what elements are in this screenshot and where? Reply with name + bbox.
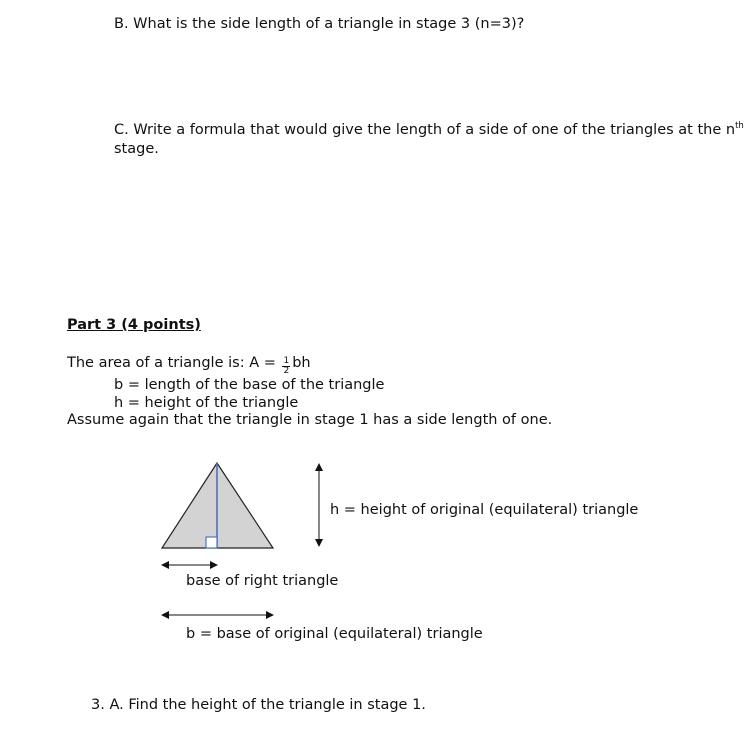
assumption-text: Assume again that the triangle in stage 1 has a side length of one.: [67, 412, 553, 428]
fraction-denominator: 2: [283, 366, 290, 376]
right-base-label: base of right triangle: [186, 573, 339, 589]
full-base-label: b = base of original (equilateral) triangle: [186, 626, 483, 642]
question-c-superscript: th: [735, 121, 744, 131]
part3-heading: Part 3 (4 points): [67, 317, 201, 333]
question-c-text: C. Write a formula that would give the length of a side of one of the triangles at the n: [114, 122, 736, 138]
height-label: h = height of original (equilateral) triangle: [330, 502, 639, 518]
area-formula-suffix: bh: [292, 355, 311, 371]
h-definition: h = height of the triangle: [114, 395, 299, 411]
right-angle-marker: [206, 537, 217, 548]
question-c-line2: stage.: [114, 141, 159, 157]
area-formula-prefix: The area of a triangle is: A =: [67, 355, 281, 371]
question-b: B. What is the side length of a triangle in stage 3 (n=3)?: [114, 16, 525, 32]
question-3a: 3. A. Find the height of the triangle in stage 1.: [91, 697, 426, 713]
fraction-numerator: 1: [283, 356, 290, 366]
b-definition: b = length of the base of the triangle: [114, 377, 385, 393]
